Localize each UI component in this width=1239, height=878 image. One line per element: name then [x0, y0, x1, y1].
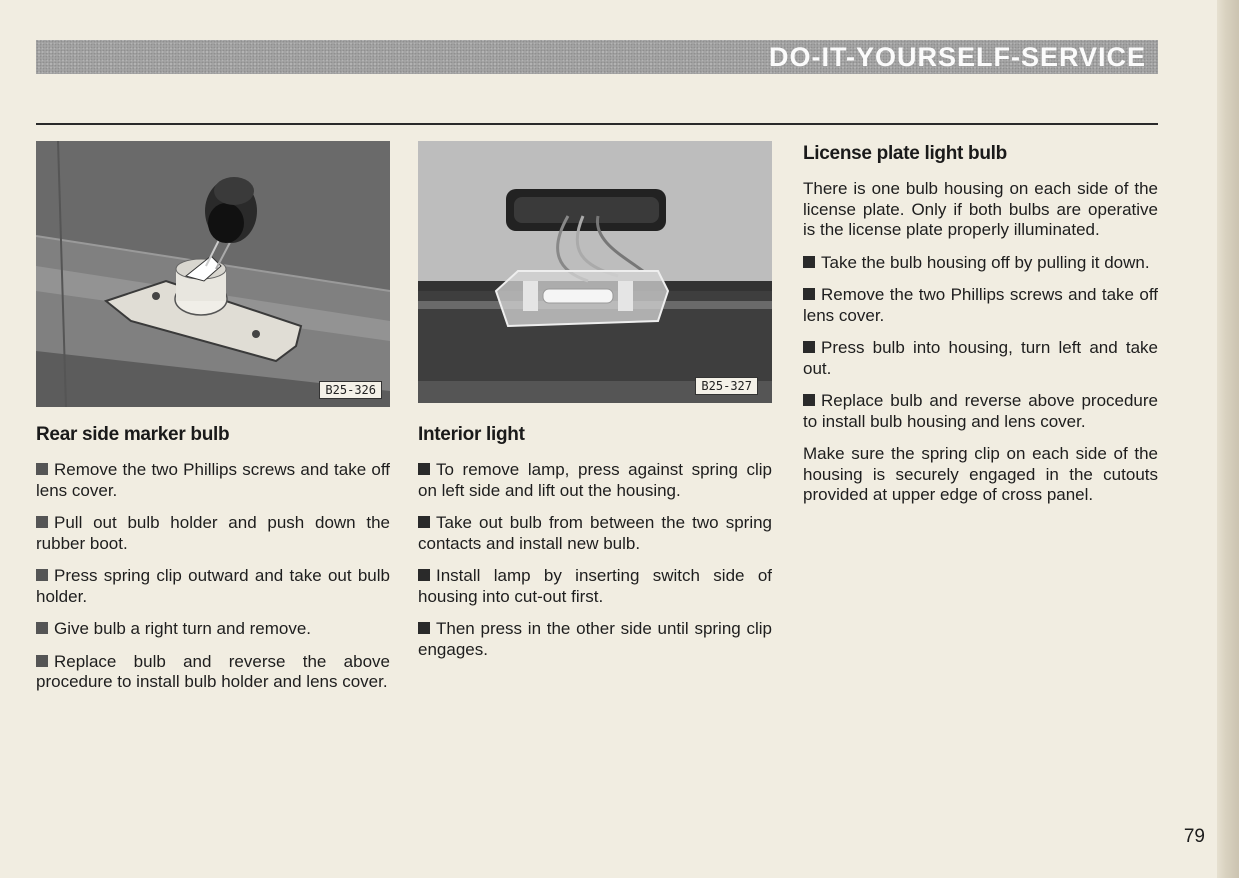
bullet-icon	[803, 288, 815, 300]
interior-step-2: Take out bulb from between the two spring contacts and install new bulb.	[418, 513, 772, 553]
rear-marker-illustration	[36, 141, 390, 407]
license-step-4: Replace bulb and reverse above procedure to install bulb housing and lens cover.	[803, 391, 1158, 431]
bullet-icon	[36, 622, 48, 634]
license-plate-section	[803, 143, 1158, 518]
bullet-icon	[803, 256, 815, 268]
interior-light-heading: Interior light	[418, 424, 525, 445]
rear-marker-photo	[36, 141, 390, 407]
license-step-3: Press bulb into housing, turn left and take out.	[803, 338, 1158, 378]
license-plate-heading: License plate light bulb	[803, 143, 1007, 164]
bullet-icon	[36, 655, 48, 667]
rear-marker-section	[36, 424, 390, 705]
rear-step-5: Replace bulb and reverse the above procedure to install bulb holder and lens cover.	[36, 651, 390, 691]
bullet-icon	[418, 463, 430, 475]
license-step-1: Take the bulb housing off by pulling it down.	[803, 253, 1158, 274]
interior-step-1: To remove lamp, press against spring clip on left side and lift out the housing.	[418, 460, 772, 500]
bullet-icon	[36, 463, 48, 475]
license-step-2: Remove the two Phillips screws and take off lens cover.	[803, 285, 1158, 325]
rear-step-4: Give bulb a right turn and remove.	[36, 619, 390, 640]
bullet-icon	[803, 341, 815, 353]
bullet-icon	[36, 569, 48, 581]
rear-step-2: Pull out bulb holder and push down the rubber boot.	[36, 513, 390, 553]
interior-step-4: Then press in the other side until spring clip engages.	[418, 619, 772, 659]
interior-light-illustration	[418, 141, 772, 403]
rear-step-3: Press spring clip outward and take out bulb holder.	[36, 566, 390, 606]
interior-light-photo	[418, 141, 772, 403]
page-number: 79	[1183, 826, 1205, 847]
rear-marker-heading: Rear side marker bulb	[36, 424, 230, 445]
section-header-title: DO-IT-YOURSELF-SERVICE	[768, 42, 1146, 72]
bullet-icon	[36, 516, 48, 528]
page-edge	[1217, 0, 1239, 878]
bullet-icon	[803, 394, 815, 406]
interior-step-3: Install lamp by inserting switch side of housing into cut-out first.	[418, 566, 772, 606]
interior-light-figure-label: B25-327	[695, 377, 758, 395]
bullet-icon	[418, 516, 430, 528]
header-rule	[36, 123, 1158, 125]
section-header-band	[36, 40, 1158, 74]
rear-step-1: Remove the two Phillips screws and take off lens cover.	[36, 460, 390, 500]
bullet-icon	[418, 569, 430, 581]
bullet-icon	[418, 622, 430, 634]
license-intro: There is one bulb housing on each side of the license plate. Only if both bulbs are operative is the license plate properly illuminated.	[803, 179, 1158, 239]
license-note: Make sure the spring clip on each side of the housing is securely engaged in the cutouts provided at upper edge of cross panel.	[803, 444, 1158, 504]
rear-marker-figure-label: B25-326	[319, 381, 382, 399]
interior-light-section	[418, 424, 772, 672]
